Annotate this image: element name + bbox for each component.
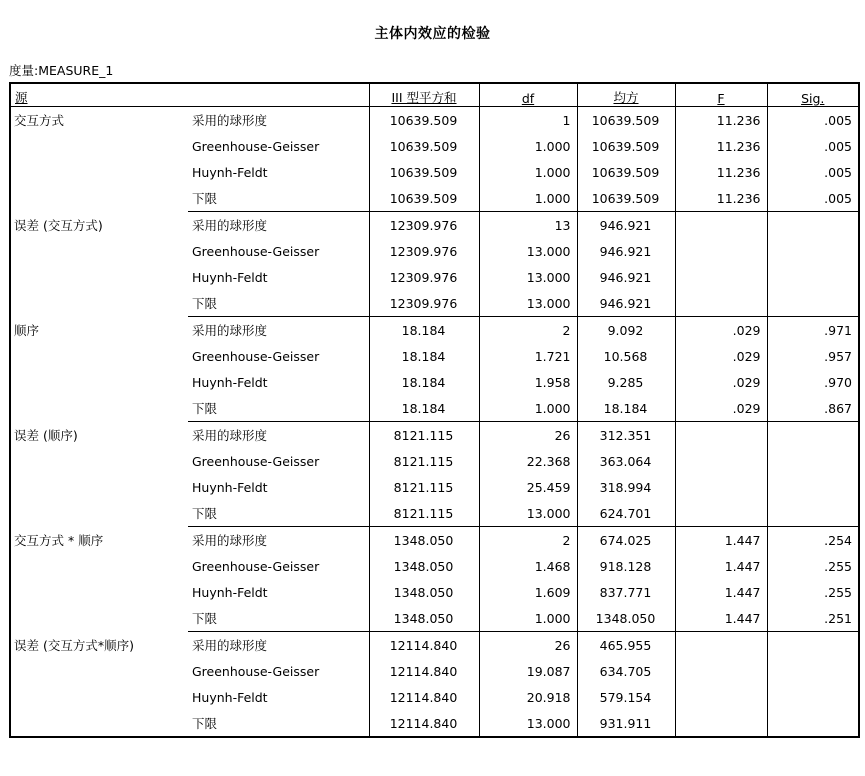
df-cell: 1: [479, 107, 577, 134]
table-row: [10, 212, 859, 239]
table-row: [10, 632, 859, 659]
type3-ss-cell: 18.184: [369, 395, 479, 422]
df-cell: 1.958: [479, 369, 577, 395]
type3-ss-cell: 12309.976: [369, 264, 479, 290]
type3-ss-cell: 12309.976: [369, 290, 479, 317]
df-cell: 1.721: [479, 343, 577, 369]
df-cell: 2: [479, 317, 577, 344]
df-cell: 19.087: [479, 658, 577, 684]
table-row: [10, 107, 859, 134]
measure-label: 度量:MEASURE_1: [9, 63, 114, 78]
type3-ss-cell: 10639.509: [369, 185, 479, 212]
sig-cell: [767, 710, 859, 737]
sig-cell: .255: [767, 579, 859, 605]
mean-square-cell: 9.285: [577, 369, 675, 395]
method-cell: Huynh-Feldt: [192, 689, 268, 705]
sig-cell: [767, 290, 859, 317]
type3-ss-cell: 10639.509: [369, 133, 479, 159]
type3-ss-cell: 18.184: [369, 369, 479, 395]
sig-cell: .970: [767, 369, 859, 395]
method-cell: Huynh-Feldt: [192, 584, 268, 600]
df-cell: 13.000: [479, 264, 577, 290]
f-cell: [675, 290, 767, 317]
header-f: F: [675, 83, 767, 107]
sig-cell: .254: [767, 527, 859, 554]
df-cell: 1.468: [479, 553, 577, 579]
df-cell: 1.000: [479, 605, 577, 632]
table-row: [10, 527, 859, 554]
df-cell: 1.000: [479, 159, 577, 185]
f-cell: [675, 474, 767, 500]
f-cell: [675, 710, 767, 737]
source-cell: 误差 (顺序): [14, 427, 78, 443]
sig-cell: [767, 684, 859, 710]
f-cell: 11.236: [675, 159, 767, 185]
mean-square-cell: 10.568: [577, 343, 675, 369]
df-cell: 26: [479, 632, 577, 659]
method-cell: Huynh-Feldt: [192, 164, 268, 180]
sig-cell: [767, 264, 859, 290]
mean-square-cell: 946.921: [577, 290, 675, 317]
header-type3-ss: III 型平方和: [369, 83, 479, 107]
method-cell: 下限: [188, 395, 369, 422]
df-cell: 1.000: [479, 185, 577, 212]
sig-cell: [767, 632, 859, 659]
type3-ss-cell: 12309.976: [369, 212, 479, 239]
mean-square-cell: 312.351: [577, 422, 675, 449]
df-cell: 26: [479, 422, 577, 449]
mean-square-cell: 10639.509: [577, 159, 675, 185]
df-cell: 2: [479, 527, 577, 554]
sig-cell: [767, 238, 859, 264]
sig-cell: [767, 422, 859, 449]
table-row: [10, 422, 859, 449]
mean-square-cell: 10639.509: [577, 185, 675, 212]
df-cell: 1.609: [479, 579, 577, 605]
method-cell: Greenhouse-Geisser: [192, 558, 320, 574]
method-cell: 采用的球形度: [192, 113, 268, 128]
mean-square-cell: 1348.050: [577, 605, 675, 632]
f-cell: [675, 264, 767, 290]
method-cell: Huynh-Feldt: [192, 479, 268, 495]
f-cell: 1.447: [675, 605, 767, 632]
df-cell: 1.000: [479, 395, 577, 422]
mean-square-cell: 465.955: [577, 632, 675, 659]
df-cell: 13.000: [479, 290, 577, 317]
sig-cell: [767, 658, 859, 684]
mean-square-cell: 918.128: [577, 553, 675, 579]
f-cell: [675, 448, 767, 474]
df-cell: 13: [479, 212, 577, 239]
mean-square-cell: 10639.509: [577, 107, 675, 134]
method-cell: 采用的球形度: [192, 638, 268, 653]
type3-ss-cell: 1348.050: [369, 527, 479, 554]
type3-ss-cell: 8121.115: [369, 474, 479, 500]
method-cell: 采用的球形度: [192, 428, 268, 443]
method-cell: 采用的球形度: [192, 218, 268, 233]
sig-cell: [767, 500, 859, 527]
method-cell: 采用的球形度: [192, 533, 268, 548]
type3-ss-cell: 18.184: [369, 343, 479, 369]
table-body: [10, 107, 859, 738]
source-cell: 交互方式 * 顺序: [14, 532, 104, 548]
sig-cell: .005: [767, 185, 859, 212]
sig-cell: .005: [767, 159, 859, 185]
mean-square-cell: 946.921: [577, 212, 675, 239]
f-cell: .029: [675, 369, 767, 395]
method-cell: 下限: [188, 710, 369, 737]
df-cell: 1.000: [479, 133, 577, 159]
header-df: df: [479, 83, 577, 107]
method-cell: 下限: [188, 290, 369, 317]
f-cell: [675, 500, 767, 527]
mean-square-cell: 674.025: [577, 527, 675, 554]
f-cell: 11.236: [675, 133, 767, 159]
type3-ss-cell: 10639.509: [369, 159, 479, 185]
f-cell: [675, 684, 767, 710]
type3-ss-cell: 8121.115: [369, 448, 479, 474]
sig-cell: .255: [767, 553, 859, 579]
method-cell: Greenhouse-Geisser: [192, 348, 320, 364]
sig-cell: .005: [767, 107, 859, 134]
source-cell: 误差 (交互方式): [14, 217, 103, 233]
df-cell: 13.000: [479, 500, 577, 527]
mean-square-cell: 634.705: [577, 658, 675, 684]
mean-square-cell: 18.184: [577, 395, 675, 422]
method-cell: 下限: [188, 185, 369, 212]
mean-square-cell: 363.064: [577, 448, 675, 474]
type3-ss-cell: 12309.976: [369, 238, 479, 264]
method-cell: Greenhouse-Geisser: [192, 663, 320, 679]
table-title: 主体内效应的检验: [374, 26, 491, 42]
type3-ss-cell: 12114.840: [369, 632, 479, 659]
f-cell: 11.236: [675, 107, 767, 134]
method-cell: Huynh-Feldt: [192, 374, 268, 390]
type3-ss-cell: 1348.050: [369, 605, 479, 632]
mean-square-cell: 624.701: [577, 500, 675, 527]
f-cell: .029: [675, 343, 767, 369]
df-cell: 25.459: [479, 474, 577, 500]
f-cell: .029: [675, 317, 767, 344]
sig-cell: [767, 448, 859, 474]
type3-ss-cell: 12114.840: [369, 658, 479, 684]
mean-square-cell: 946.921: [577, 264, 675, 290]
type3-ss-cell: 12114.840: [369, 710, 479, 737]
mean-square-cell: 9.092: [577, 317, 675, 344]
method-cell: Greenhouse-Geisser: [192, 243, 320, 259]
sig-cell: .251: [767, 605, 859, 632]
method-cell: Greenhouse-Geisser: [192, 138, 320, 154]
mean-square-cell: 579.154: [577, 684, 675, 710]
f-cell: [675, 658, 767, 684]
mean-square-cell: 931.911: [577, 710, 675, 737]
tests-of-within-subjects-effects-table: [9, 82, 860, 738]
method-cell: 下限: [188, 605, 369, 632]
f-cell: [675, 212, 767, 239]
type3-ss-cell: 10639.509: [369, 107, 479, 134]
f-cell: .029: [675, 395, 767, 422]
mean-square-cell: 837.771: [577, 579, 675, 605]
source-cell: 交互方式: [14, 113, 65, 128]
sig-cell: .971: [767, 317, 859, 344]
mean-square-cell: 318.994: [577, 474, 675, 500]
method-cell: 采用的球形度: [192, 323, 268, 338]
sig-cell: [767, 212, 859, 239]
sig-cell: .005: [767, 133, 859, 159]
type3-ss-cell: 18.184: [369, 317, 479, 344]
f-cell: 1.447: [675, 579, 767, 605]
mean-square-cell: 946.921: [577, 238, 675, 264]
method-cell: 下限: [188, 500, 369, 527]
df-cell: 20.918: [479, 684, 577, 710]
f-cell: 11.236: [675, 185, 767, 212]
type3-ss-cell: 1348.050: [369, 553, 479, 579]
type3-ss-cell: 8121.115: [369, 500, 479, 527]
header-row: [10, 83, 859, 107]
table-row: [10, 317, 859, 344]
f-cell: 1.447: [675, 527, 767, 554]
header-source: 源: [10, 83, 188, 107]
mean-square-cell: 10639.509: [577, 133, 675, 159]
source-cell: 顺序: [14, 322, 40, 338]
header-sig: Sig.: [767, 83, 859, 107]
method-cell: Greenhouse-Geisser: [192, 453, 320, 469]
header-method: [188, 83, 369, 107]
df-cell: 13.000: [479, 238, 577, 264]
f-cell: [675, 422, 767, 449]
df-cell: 13.000: [479, 710, 577, 737]
f-cell: 1.447: [675, 553, 767, 579]
source-cell: 误差 (交互方式*顺序): [14, 637, 134, 653]
header-mean-square: 均方: [577, 83, 675, 107]
f-cell: [675, 632, 767, 659]
type3-ss-cell: 1348.050: [369, 579, 479, 605]
type3-ss-cell: 8121.115: [369, 422, 479, 449]
sig-cell: [767, 474, 859, 500]
method-cell: Huynh-Feldt: [192, 269, 268, 285]
df-cell: 22.368: [479, 448, 577, 474]
type3-ss-cell: 12114.840: [369, 684, 479, 710]
sig-cell: .867: [767, 395, 859, 422]
f-cell: [675, 238, 767, 264]
sig-cell: .957: [767, 343, 859, 369]
